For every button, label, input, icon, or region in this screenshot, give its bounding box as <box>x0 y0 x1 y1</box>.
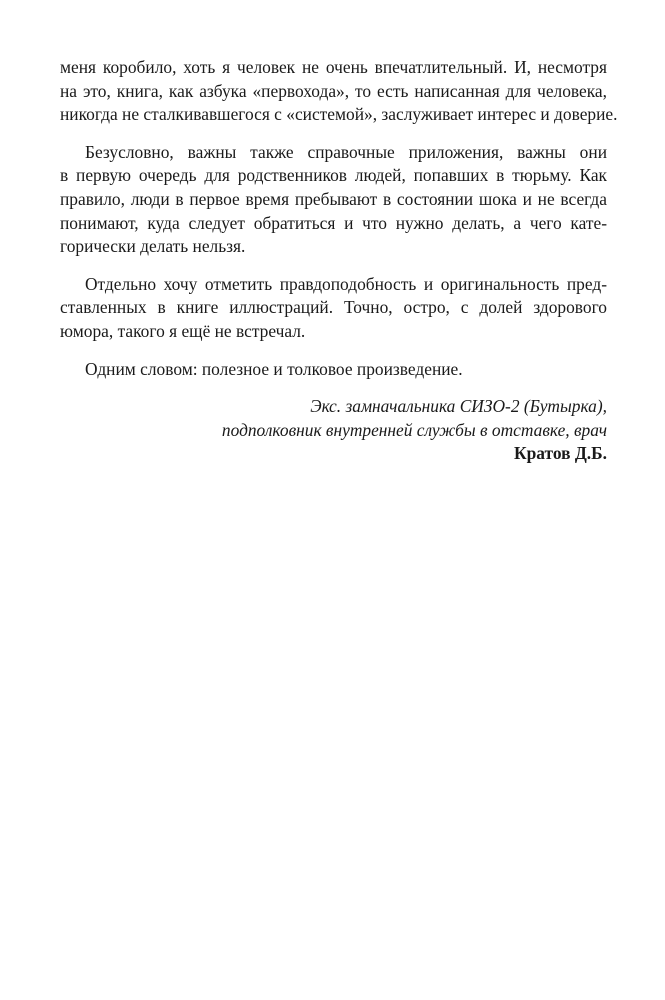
text-line: никогда не сталкивавшегося с «системой», заслуживает интерес и доверие. <box>60 104 618 125</box>
paragraph-3 <box>60 273 607 344</box>
text-line: ставленных в книге иллюстраций. Точно, остро, с долей здорового <box>60 297 607 318</box>
signature-name: Кратов Д.Б. <box>514 443 607 464</box>
signature-rank: подполковник внутренней службы в отставке, врач <box>221 419 607 440</box>
text-line: понимают, куда следует обратиться и что нужно делать, а чего кате- <box>60 212 607 233</box>
text-line: Одним словом: полезное и толковое произведение. <box>85 358 463 379</box>
signature-position: Экс. замначальника СИЗО-2 (Бутырка), <box>310 396 607 417</box>
paragraph-2 <box>60 141 607 259</box>
text-line: в первую очередь для родственников людей, попавших в тюрьму. Как <box>60 165 607 186</box>
text-line: юмора, такого я ещё не встречал. <box>60 320 306 341</box>
text-line: на это, книга, как азбука «первохода», то есть написанная для человека, <box>60 80 607 101</box>
text-line: Безусловно, важны также справочные приложения, важны они <box>85 141 607 162</box>
page-body <box>60 56 618 466</box>
paragraph-4 <box>60 358 607 382</box>
signature-block <box>60 395 607 466</box>
text-line: меня коробило, хоть я человек не очень впечатлительный. И, несмотря <box>60 57 607 77</box>
text-line: горически делать нельзя. <box>60 236 246 257</box>
text-line: Отдельно хочу отметить правдоподобность и оригинальность пред- <box>85 273 607 294</box>
paragraph-1 <box>60 56 618 127</box>
text-line: правило, люди в первое время пребывают в состоянии шока и не всегда <box>60 188 607 209</box>
